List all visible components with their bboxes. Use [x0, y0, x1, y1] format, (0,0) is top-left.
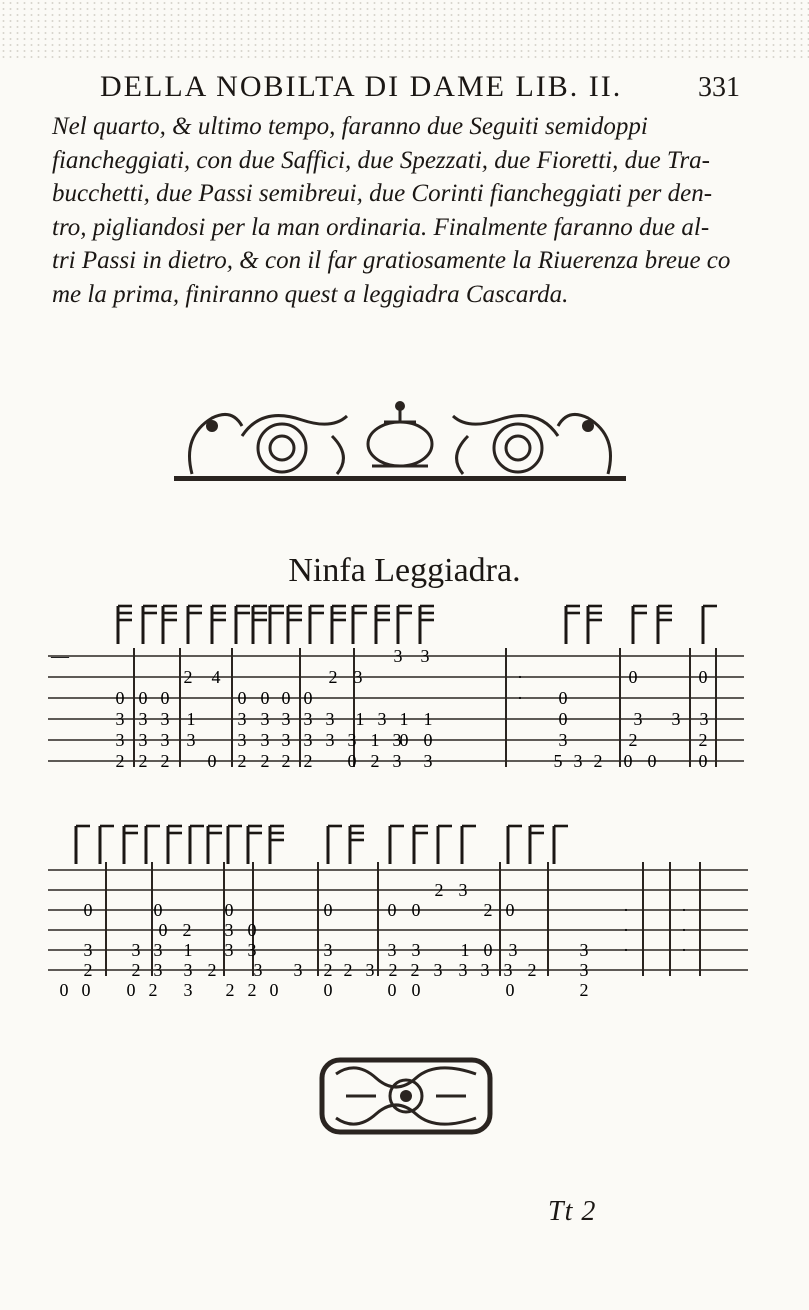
tab-fret-number: 1: [370, 730, 380, 750]
tab-fret-number: 1: [186, 709, 196, 729]
tab-fret-number: 2: [579, 980, 589, 1000]
tab-fret-number: 3: [183, 980, 193, 1000]
rhythm-flag: [270, 606, 284, 644]
paragraph-line: fiancheggiati, con due Saffici, due Spezzati, due Fioretti, due Tra-: [52, 146, 711, 174]
tab-fret-number: 2: [434, 880, 444, 900]
tab-fret-number: 0: [247, 920, 257, 940]
tab-fret-number: 3: [508, 940, 518, 960]
tab-fret-number: 3: [281, 709, 291, 729]
tab-fret-number: 0: [153, 900, 163, 920]
tab-fret-number: ·: [681, 940, 687, 960]
tab-fret-number: 2: [247, 980, 257, 1000]
rhythm-flag: [208, 826, 222, 864]
rhythm-flag: [212, 606, 226, 644]
tab-fret-number: 3: [458, 960, 468, 980]
tab-fret-number: 3: [153, 960, 163, 980]
paragraph-line: me la prima, finiranno quest a leggiadra Cascarda.: [52, 280, 569, 308]
rhythm-flag: [188, 606, 202, 644]
tab-fret-number: 2: [593, 751, 603, 771]
rhythm-flag: [376, 606, 390, 644]
tab-fret-number: 2: [343, 960, 353, 980]
tab-fret-number: 0: [237, 688, 247, 708]
tab-fret-number: 3: [115, 709, 125, 729]
tab-fret-number: 0: [411, 980, 421, 1000]
tab-fret-number: 0: [126, 980, 136, 1000]
tab-fret-number: 3: [138, 709, 148, 729]
rhythm-flag: [190, 826, 204, 864]
tab-fret-number: 3: [411, 940, 421, 960]
lute-tablature-system-2: [48, 818, 748, 1008]
tab-fret-number: 3: [420, 646, 430, 666]
tab-fret-number: 5: [553, 751, 563, 771]
tab-fret-number: 0: [647, 751, 657, 771]
tab-fret-number: ·: [623, 940, 629, 960]
tab-fret-number: 2: [328, 667, 338, 687]
tab-fret-number: 2: [115, 751, 125, 771]
tab-fret-number: 3: [573, 751, 583, 771]
tab-fret-number: 2: [237, 751, 247, 771]
rhythm-flag: [398, 606, 412, 644]
rhythm-flag: [228, 826, 242, 864]
tab-fret-number: 0: [623, 751, 633, 771]
rhythm-flag: [288, 606, 302, 644]
tab-fret-number: 3: [377, 709, 387, 729]
tab-fret-number: 3: [325, 730, 335, 750]
tab-fret-number: 0: [347, 751, 357, 771]
tailpiece-ornament: [316, 1050, 496, 1142]
rhythm-flag: [76, 826, 90, 864]
tab-fret-number: 2: [323, 960, 333, 980]
tab-fret-number: 0: [505, 900, 515, 920]
tab-fret-number: 3: [633, 709, 643, 729]
rhythm-flag: [350, 826, 364, 864]
rhythm-flag: [248, 826, 262, 864]
tab-fret-number: 2: [207, 960, 217, 980]
tab-fret-number: 2: [131, 960, 141, 980]
tab-fret-number: 0: [387, 900, 397, 920]
tab-fret-number: 3: [579, 940, 589, 960]
tab-fret-number: 3: [183, 960, 193, 980]
tab-fret-number: 2: [281, 751, 291, 771]
tab-fret-number: 3: [393, 646, 403, 666]
tab-fret-number: 3: [260, 709, 270, 729]
tab-fret-number: 0: [303, 688, 313, 708]
rhythm-flag: [270, 826, 284, 864]
tab-fret-number: 4: [211, 667, 221, 687]
tab-fret-number: 3: [503, 960, 513, 980]
paragraph-line: Nel quarto, & ultimo tempo, faranno due Seguiti semidoppi: [52, 113, 648, 140]
tab-fret-number: 3: [671, 709, 681, 729]
tab-fret-number: 3: [433, 960, 443, 980]
rhythm-flag: [124, 826, 138, 864]
rhythm-flag: [236, 606, 250, 644]
tab-fret-number: 0: [207, 751, 217, 771]
tab-fret-number: 3: [353, 667, 363, 687]
tab-fret-number: 3: [247, 940, 257, 960]
tab-fret-number: 0: [160, 688, 170, 708]
tab-fret-number: 3: [323, 940, 333, 960]
rhythm-flag: [633, 606, 647, 644]
rhythm-flag: [143, 606, 157, 644]
tab-fret-number: 3: [325, 709, 335, 729]
tab-fret-number: 0: [323, 900, 333, 920]
tab-fret-number: 3: [303, 730, 313, 750]
tab-fret-number: ·: [623, 900, 629, 920]
tab-fret-number: 3: [138, 730, 148, 750]
rhythm-flag: [100, 826, 114, 864]
headpiece-ornament: [172, 396, 628, 486]
tab-fret-number: 3: [480, 960, 490, 980]
tab-fret-number: 3: [115, 730, 125, 750]
rhythm-flag: [163, 606, 177, 644]
lute-tablature-system-1: [48, 598, 744, 798]
rhythm-flag: [353, 606, 367, 644]
tab-fret-number: 2: [698, 730, 708, 750]
tab-fret-number: 0: [411, 900, 421, 920]
paper-speckle: [0, 0, 809, 60]
tab-fret-number: 1: [399, 709, 409, 729]
rhythm-flag: [310, 606, 324, 644]
rhythm-flag: [118, 606, 132, 644]
tab-fret-number: 2: [410, 960, 420, 980]
tab-fret-number: 2: [160, 751, 170, 771]
tab-fret-number: 3: [160, 730, 170, 750]
rhythm-flag: [420, 606, 434, 644]
tab-fret-number: 0: [387, 980, 397, 1000]
tab-fret-number: 3: [253, 960, 263, 980]
tab-fret-number: 0: [138, 688, 148, 708]
tab-fret-number: ·: [681, 900, 687, 920]
tab-fret-number: 1: [183, 940, 193, 960]
rhythm-flag: [554, 826, 568, 864]
tab-fret-number: 1: [355, 709, 365, 729]
rhythm-flag: [438, 826, 452, 864]
tab-fret-number: 0: [423, 730, 433, 750]
rhythm-flag: [414, 826, 428, 864]
running-head: DELLA NOBILTA DI DAME LIB. II.: [100, 70, 623, 103]
paragraph-line: bucchetti, due Passi semibreui, due Corinti fiancheggiati per den-: [52, 180, 713, 207]
tab-fret-number: 3: [387, 940, 397, 960]
tab-fret-number: 0: [698, 667, 708, 687]
tab-fret-number: 3: [365, 960, 375, 980]
tab-fret-number: 3: [237, 730, 247, 750]
tab-fret-number: 2: [388, 960, 398, 980]
tab-fret-number: 2: [183, 667, 193, 687]
tab-fret-number: 3: [131, 940, 141, 960]
tab-fret-number: 0: [399, 730, 409, 750]
tab-fret-number: 2: [483, 900, 493, 920]
tab-fret-number: 0: [323, 980, 333, 1000]
tab-fret-number: 0: [158, 920, 168, 940]
tab-fret-number: 3: [224, 940, 234, 960]
signature-mark: Tt 2: [548, 1196, 597, 1227]
tab-fret-number: 3: [392, 730, 402, 750]
rhythm-flag: [462, 826, 476, 864]
tab-fret-number: ·: [517, 667, 523, 687]
tab-fret-number: 0: [281, 688, 291, 708]
rhythm-flag: [566, 606, 580, 644]
tab-fret-number: 0: [698, 751, 708, 771]
rhythm-flag: [703, 606, 717, 644]
tab-fret-number: 1: [423, 709, 433, 729]
rhythm-flag: [332, 606, 346, 644]
rhythm-flag: [146, 826, 160, 864]
tab-fret-number: ·: [681, 920, 687, 940]
tab-fret-number: 2: [527, 960, 537, 980]
tab-fret-number: 2: [83, 960, 93, 980]
tab-fret-number: 3: [699, 709, 709, 729]
rhythm-flag: [658, 606, 672, 644]
tab-fret-number: 3: [579, 960, 589, 980]
tab-fret-number: ·: [623, 920, 629, 940]
tab-fret-number: 3: [347, 730, 357, 750]
tab-fret-number: 3: [303, 709, 313, 729]
tab-fret-number: 3: [423, 751, 433, 771]
tab-fret-number: 2: [260, 751, 270, 771]
tab-fret-number: ·: [517, 688, 523, 708]
tab-fret-number: 3: [458, 880, 468, 900]
tab-fret-number: 2: [148, 980, 158, 1000]
tab-fret-number: 0: [628, 667, 638, 687]
piece-title: Ninfa Leggiadra.: [288, 552, 521, 589]
tab-fret-number: 0: [224, 900, 234, 920]
paragraph-line: tro, pigliandosi per la man ordinaria. Finalmente faranno due al-: [52, 213, 710, 241]
rhythm-flag: [588, 606, 602, 644]
rhythm-flag: [508, 826, 522, 864]
tab-fret-number: 0: [269, 980, 279, 1000]
tab-fret-number: 3: [160, 709, 170, 729]
tab-fret-number: 3: [281, 730, 291, 750]
tab-fret-number: 0: [260, 688, 270, 708]
tab-fret-number: 0: [115, 688, 125, 708]
tab-fret-number: 3: [186, 730, 196, 750]
tab-fret-number: 0: [483, 940, 493, 960]
rhythm-flag: [328, 826, 342, 864]
tab-fret-number: 2: [370, 751, 380, 771]
rhythm-flag: [390, 826, 404, 864]
tab-fret-number: 3: [293, 960, 303, 980]
rhythm-flag: [168, 826, 182, 864]
tab-fret-number: 2: [225, 980, 235, 1000]
tab-fret-number: 2: [138, 751, 148, 771]
tab-fret-number: 0: [59, 980, 69, 1000]
tab-fret-number: 3: [558, 730, 568, 750]
tab-fret-number: 3: [260, 730, 270, 750]
tab-fret-number: 3: [237, 709, 247, 729]
rhythm-flag: [530, 826, 544, 864]
tab-fret-number: 3: [392, 751, 402, 771]
tab-fret-number: 1: [460, 940, 470, 960]
tab-fret-number: 3: [83, 940, 93, 960]
page-number: 331: [698, 72, 740, 103]
tab-fret-number: 0: [558, 688, 568, 708]
tab-fret-number: 2: [182, 920, 192, 940]
tab-fret-number: 3: [224, 920, 234, 940]
tab-fret-number: 0: [558, 709, 568, 729]
tab-fret-number: 3: [153, 940, 163, 960]
tab-fret-number: —: [51, 646, 69, 666]
tab-fret-number: 2: [628, 730, 638, 750]
tab-fret-number: 2: [303, 751, 313, 771]
dance-instructions-paragraph: [52, 110, 752, 311]
tab-fret-number: 0: [81, 980, 91, 1000]
tab-fret-number: 0: [83, 900, 93, 920]
rhythm-flag: [253, 606, 267, 644]
tab-fret-number: 0: [505, 980, 515, 1000]
paragraph-line: tri Passi in dietro, & con il far gratiosamente la Riuerenza breue co: [52, 247, 731, 274]
running-header: [100, 70, 740, 110]
